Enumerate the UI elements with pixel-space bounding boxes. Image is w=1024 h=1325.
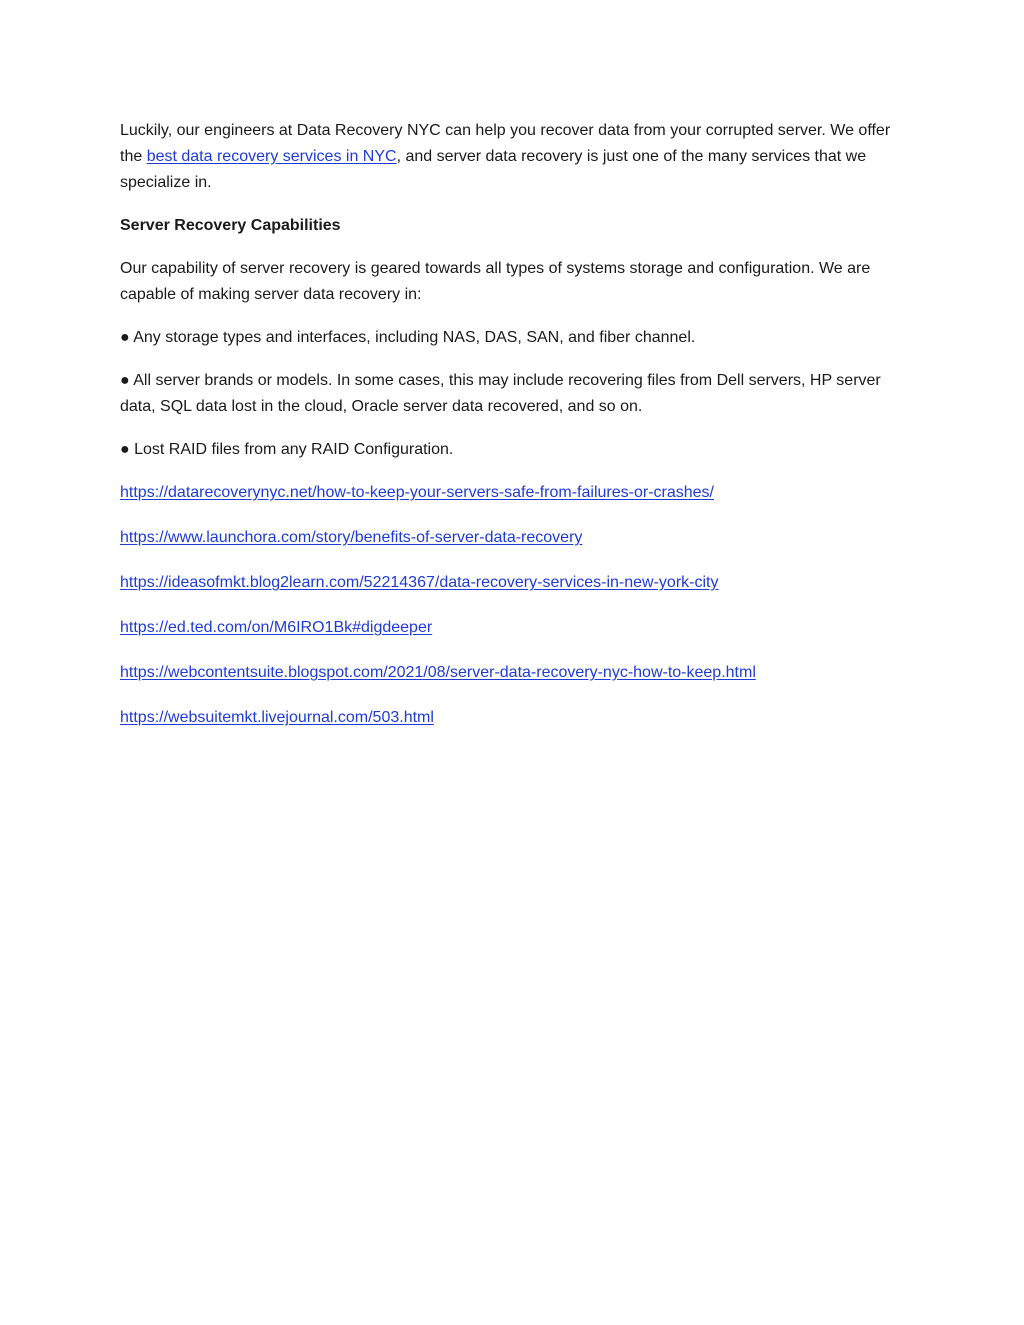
url-link-blog2learn[interactable]: https://ideasofmkt.blog2learn.com/52214367/data-recovery-services-in-new-york-city <box>120 574 719 591</box>
url-link-launchora[interactable]: https://www.launchora.com/story/benefits-of-server-data-recovery <box>120 529 583 546</box>
bullet-storage-types: ● Any storage types and interfaces, including NAS, DAS, SAN, and fiber channel. <box>120 329 696 346</box>
capability-paragraph: Our capability of server recovery is geared towards all types of systems storage and configuration. We are capable of making server data recovery in: <box>120 260 871 303</box>
url-list <box>120 480 900 731</box>
bullet-raid-files: ● Lost RAID files from any RAID Configuration. <box>120 441 454 458</box>
intro-text-before: Luckily, our engineers at Data Recovery NYC can help you recover data from your corrupted server. We offer the <box>120 122 891 165</box>
bullet-server-brands: ● All server brands or models. In some cases, this may include recovering files from Dell servers, HP server data, SQL data lost in the cloud, Oracle server data recovered, and so on. <box>120 372 881 415</box>
url-link-ted[interactable]: https://ed.ted.com/on/M6IRO1Bk#digdeeper <box>120 619 433 636</box>
section-heading: Server Recovery Capabilities <box>120 217 341 234</box>
document-page <box>120 118 900 750</box>
url-link-blogspot[interactable]: https://webcontentsuite.blogspot.com/2021/08/server-data-recovery-nyc-how-to-keep.html <box>120 664 756 681</box>
url-link-datarecoverynyc[interactable]: https://datarecoverynyc.net/how-to-keep-your-servers-safe-from-failures-or-crashes/ <box>120 484 714 501</box>
intro-text-after: , and server data recovery is just one of the many services that we specialize in. <box>120 148 867 191</box>
best-data-recovery-link[interactable]: best data recovery services in NYC <box>146 148 397 165</box>
url-link-livejournal[interactable]: https://websuitemkt.livejournal.com/503.html <box>120 709 434 726</box>
intro-paragraph <box>120 118 900 196</box>
